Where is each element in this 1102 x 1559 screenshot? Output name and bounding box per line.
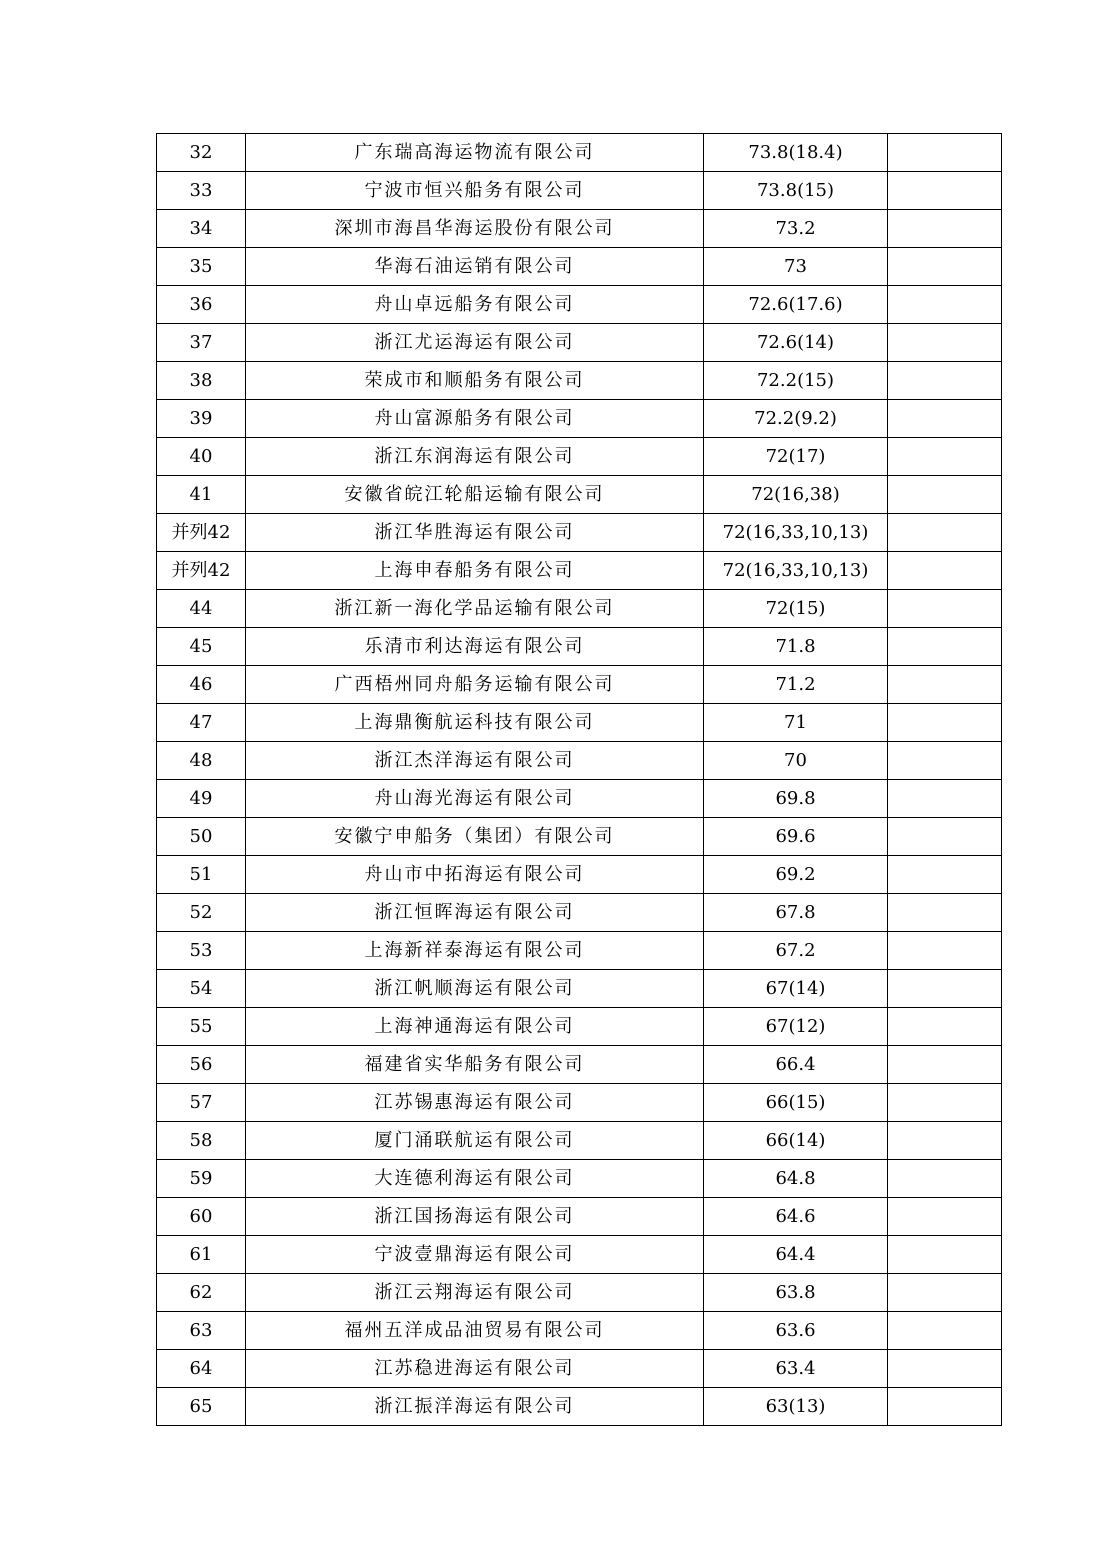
company-name-cell: 乐清市利达海运有限公司 [246,628,704,666]
score-cell: 72(16,38) [704,476,888,514]
note-cell [888,590,1002,628]
company-name-cell: 舟山卓远船务有限公司 [246,286,704,324]
rank-cell: 54 [157,970,246,1008]
note-cell [888,1122,1002,1160]
table-row [157,704,1002,742]
table-row [157,172,1002,210]
score-cell: 73.8(18.4) [704,134,888,172]
company-name-cell: 浙江帆顺海运有限公司 [246,970,704,1008]
table-row [157,1046,1002,1084]
rank-cell: 并列42 [157,552,246,590]
table-row [157,742,1002,780]
table-row [157,970,1002,1008]
table-row [157,286,1002,324]
rank-cell: 62 [157,1274,246,1312]
score-cell: 66.4 [704,1046,888,1084]
note-cell [888,552,1002,590]
score-cell: 67.2 [704,932,888,970]
table-row [157,818,1002,856]
company-name-cell: 舟山海光海运有限公司 [246,780,704,818]
table-row [157,1160,1002,1198]
company-name-cell: 大连德利海运有限公司 [246,1160,704,1198]
score-cell: 71.8 [704,628,888,666]
score-cell: 72.2(9.2) [704,400,888,438]
rank-cell: 34 [157,210,246,248]
rank-cell: 58 [157,1122,246,1160]
note-cell [888,1084,1002,1122]
score-cell: 73.8(15) [704,172,888,210]
company-name-cell: 浙江杰洋海运有限公司 [246,742,704,780]
table-row [157,856,1002,894]
score-cell: 64.4 [704,1236,888,1274]
note-cell [888,1160,1002,1198]
table-row [157,362,1002,400]
table-row [157,248,1002,286]
rank-cell: 40 [157,438,246,476]
company-name-cell: 福建省实华船务有限公司 [246,1046,704,1084]
note-cell [888,248,1002,286]
company-name-cell: 浙江华胜海运有限公司 [246,514,704,552]
company-name-cell: 浙江云翔海运有限公司 [246,1274,704,1312]
score-cell: 72.2(15) [704,362,888,400]
table-row [157,780,1002,818]
table-row [157,324,1002,362]
note-cell [888,1046,1002,1084]
table-row [157,1084,1002,1122]
table-row [157,1312,1002,1350]
rank-cell: 41 [157,476,246,514]
note-cell [888,704,1002,742]
table-row [157,400,1002,438]
rank-cell: 46 [157,666,246,704]
note-cell [888,894,1002,932]
note-cell [888,932,1002,970]
rank-cell: 35 [157,248,246,286]
table-row [157,1198,1002,1236]
company-name-cell: 安徽省皖江轮船运输有限公司 [246,476,704,514]
company-name-cell: 上海神通海运有限公司 [246,1008,704,1046]
score-cell: 63.6 [704,1312,888,1350]
note-cell [888,514,1002,552]
table-row [157,476,1002,514]
rank-cell: 47 [157,704,246,742]
company-name-cell: 上海申春船务有限公司 [246,552,704,590]
score-cell: 67(12) [704,1008,888,1046]
company-name-cell: 江苏稳进海运有限公司 [246,1350,704,1388]
table-row [157,666,1002,704]
note-cell [888,438,1002,476]
note-cell [888,1236,1002,1274]
score-cell: 63(13) [704,1388,888,1426]
company-name-cell: 浙江振洋海运有限公司 [246,1388,704,1426]
rank-cell: 36 [157,286,246,324]
company-name-cell: 安徽宁申船务（集团）有限公司 [246,818,704,856]
rank-cell: 63 [157,1312,246,1350]
score-cell: 66(14) [704,1122,888,1160]
score-cell: 72.6(17.6) [704,286,888,324]
note-cell [888,742,1002,780]
rank-cell: 49 [157,780,246,818]
rank-cell: 32 [157,134,246,172]
rank-cell: 52 [157,894,246,932]
table-row [157,1388,1002,1426]
rank-cell: 60 [157,1198,246,1236]
rank-cell: 37 [157,324,246,362]
table-row [157,628,1002,666]
score-cell: 72.6(14) [704,324,888,362]
score-cell: 69.6 [704,818,888,856]
company-name-cell: 广西梧州同舟船务运输有限公司 [246,666,704,704]
company-name-cell: 浙江尤运海运有限公司 [246,324,704,362]
company-name-cell: 荣成市和顺船务有限公司 [246,362,704,400]
ranking-table-body [157,134,1002,1426]
company-name-cell: 宁波市恒兴船务有限公司 [246,172,704,210]
rank-cell: 44 [157,590,246,628]
rank-cell: 65 [157,1388,246,1426]
rank-cell: 38 [157,362,246,400]
table-row [157,1236,1002,1274]
rank-cell: 45 [157,628,246,666]
score-cell: 69.2 [704,856,888,894]
table-row [157,932,1002,970]
company-name-cell: 宁波壹鼎海运有限公司 [246,1236,704,1274]
company-name-cell: 浙江东润海运有限公司 [246,438,704,476]
note-cell [888,400,1002,438]
company-name-cell: 广东瑞高海运物流有限公司 [246,134,704,172]
company-name-cell: 舟山市中拓海运有限公司 [246,856,704,894]
company-name-cell: 上海新祥泰海运有限公司 [246,932,704,970]
company-name-cell: 浙江国扬海运有限公司 [246,1198,704,1236]
rank-cell: 33 [157,172,246,210]
score-cell: 73.2 [704,210,888,248]
score-cell: 69.8 [704,780,888,818]
note-cell [888,780,1002,818]
note-cell [888,628,1002,666]
table-row [157,1122,1002,1160]
score-cell: 67(14) [704,970,888,1008]
company-name-cell: 浙江新一海化学品运输有限公司 [246,590,704,628]
score-cell: 63.4 [704,1350,888,1388]
company-name-cell: 江苏锡惠海运有限公司 [246,1084,704,1122]
table-row [157,894,1002,932]
note-cell [888,324,1002,362]
company-name-cell: 上海鼎衡航运科技有限公司 [246,704,704,742]
note-cell [888,1350,1002,1388]
note-cell [888,666,1002,704]
score-cell: 71.2 [704,666,888,704]
score-cell: 73 [704,248,888,286]
score-cell: 66(15) [704,1084,888,1122]
score-cell: 72(15) [704,590,888,628]
table-row [157,514,1002,552]
company-name-cell: 福州五洋成品油贸易有限公司 [246,1312,704,1350]
company-name-cell: 厦门涌联航运有限公司 [246,1122,704,1160]
rank-cell: 64 [157,1350,246,1388]
score-cell: 67.8 [704,894,888,932]
rank-cell: 39 [157,400,246,438]
rank-cell: 61 [157,1236,246,1274]
note-cell [888,172,1002,210]
note-cell [888,1008,1002,1046]
note-cell [888,476,1002,514]
note-cell [888,362,1002,400]
table-row [157,590,1002,628]
table-row [157,210,1002,248]
note-cell [888,1312,1002,1350]
score-cell: 72(16,33,10,13) [704,552,888,590]
company-name-cell: 华海石油运销有限公司 [246,248,704,286]
rank-cell: 53 [157,932,246,970]
ranking-table [156,133,1002,1426]
note-cell [888,134,1002,172]
score-cell: 64.8 [704,1160,888,1198]
score-cell: 64.6 [704,1198,888,1236]
table-row [157,134,1002,172]
rank-cell: 57 [157,1084,246,1122]
rank-cell: 50 [157,818,246,856]
note-cell [888,286,1002,324]
note-cell [888,1198,1002,1236]
score-cell: 72(16,33,10,13) [704,514,888,552]
rank-cell: 51 [157,856,246,894]
table-row [157,1274,1002,1312]
company-name-cell: 舟山富源船务有限公司 [246,400,704,438]
note-cell [888,818,1002,856]
rank-cell: 56 [157,1046,246,1084]
note-cell [888,1274,1002,1312]
rank-cell: 59 [157,1160,246,1198]
note-cell [888,970,1002,1008]
table-row [157,1008,1002,1046]
rank-cell: 55 [157,1008,246,1046]
rank-cell: 并列42 [157,514,246,552]
note-cell [888,1388,1002,1426]
score-cell: 63.8 [704,1274,888,1312]
table-row [157,1350,1002,1388]
score-cell: 70 [704,742,888,780]
note-cell [888,210,1002,248]
table-row [157,552,1002,590]
table-row [157,438,1002,476]
score-cell: 71 [704,704,888,742]
company-name-cell: 深圳市海昌华海运股份有限公司 [246,210,704,248]
score-cell: 72(17) [704,438,888,476]
note-cell [888,856,1002,894]
company-name-cell: 浙江恒晖海运有限公司 [246,894,704,932]
rank-cell: 48 [157,742,246,780]
